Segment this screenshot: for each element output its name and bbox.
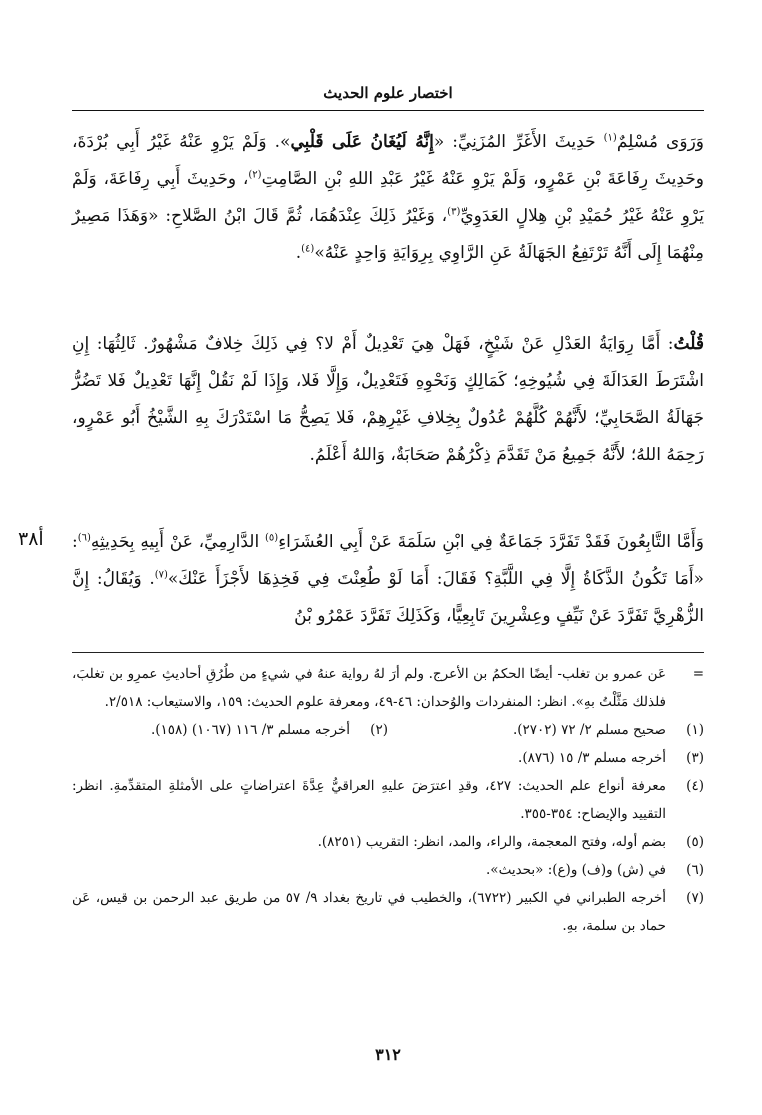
hadith-quote: إِنَّهُ لَيُغَانُ عَلَى قَلْبِي bbox=[290, 132, 434, 152]
footnote-1-num: (١) bbox=[686, 722, 704, 738]
para1-text-d: ، وَغَيْرُ ذَلِكَ عِنْدَهُمَا، ثُمَّ قَالَ ابْنُ الصَّلاحِ: «وَهَذَا مَصِيرٌ مِنْهُمَا إِلَى أَنَّهُ تَرْتَفِعُ الجَهَالَةُ عَنِ الرَّاوِي بِرِوَايَةِ وَاحِدٍ عَنْهُ» bbox=[72, 206, 704, 263]
para2-text: : أَمَّا رِوَايَةُ العَدْلِ عَنْ شَيْخٍ، فَهَلْ هِيَ تَعْدِيلٌ أَمْ لا؟ فِي ذَلِكَ خِلافٌ مَشْهُورٌ. ثَالِثُهَا: إِنِ اشْتَرَطَ العَدَالَةَ فِي شُيُوخِهِ؛ كَمَالِكٍ وَنَحْوِهِ فَتَعْدِيلٌ، وَإِلَّا فَلا، وَإِذَا لَمْ نَقُلْ إِنَّهَا تَعْدِيلٌ فَلا تَضُرُّ جَهَالَةُ الصَّحَابِيِّ؛ لأَنَّهُمْ كُلَّهُمْ عُدُولٌ بِخِلافِ غَيْرِهِمْ، فَلا يَصِحُّ مَا اسْتَدْرَكَ بِهِ الشَّيْخُ أَبُو عَمْرٍو، رَحِمَهُ اللهُ؛ لأَنَّهُ جَمِيعُ مَنْ تَقَدَّمَ ذِكْرُهُمْ صَحَابَةٌ، وَاللهُ أَعْلَمُ. bbox=[72, 334, 704, 465]
footnote-7 bbox=[72, 884, 704, 940]
footnote-ref-2[interactable]: (٢) bbox=[248, 169, 262, 181]
footnote-3-num: (٣) bbox=[686, 750, 704, 766]
footnote-5-text: بضم أوله، وفتح المعجمة، والراء، والمد، انظر: التقريب (٨٢٥١). bbox=[317, 834, 666, 850]
para1-text-e: . bbox=[295, 243, 302, 263]
para3-text-c: : «أَمَا تَكُونُ الذَّكَاةُ إِلَّا فِي اللَّبَّةِ؟ فَقَالَ: أَمَا لَوْ طُعِنْتَ فِي فَخِذِهَا لأَجْزَأَ عَنْكَ» bbox=[72, 532, 704, 589]
footnote-ref-4[interactable]: (٤) bbox=[301, 243, 315, 255]
footnote-4-num: (٤) bbox=[686, 778, 704, 794]
footnote-ref-3[interactable]: (٣) bbox=[447, 206, 461, 218]
footnote-2 bbox=[72, 716, 388, 744]
footnote-5 bbox=[72, 828, 704, 856]
para3-text-a: وَأَمَّا التَّابِعُونَ فَقَدْ تَفَرَّدَ جَمَاعَةٌ فِي ابْنِ سَلَمَةَ عَنْ أَبِي العُشَرَاءِ bbox=[278, 532, 704, 552]
footnote-4-text: معرفة أنواع علم الحديث: ٤٢٧، وقدِ اعترَضَ عليهِ العراقيُّ عِدَّةَ اعتراضاتٍ على الأمثلةِ المتقدِّمةِ. انظر: التقييد والإيضاح: ٣٥٤-٣٥٥. bbox=[72, 778, 666, 822]
para1-text-c: ، وحَدِيثَ أَبِي رِفَاعَةَ، وَلَمْ يَرْوِ عَنْهُ غَيْرُ حُمَيْدِ بْنِ هِلالٍ العَدَوِيِّ bbox=[72, 169, 704, 226]
page-number: ٣١٢ bbox=[375, 1045, 401, 1064]
footnote-ref-1[interactable]: (١) bbox=[603, 132, 617, 144]
footnote-6-text: في (ش) و(ف) و(ع): «بحديث». bbox=[486, 862, 666, 878]
para1-text-b: ». وَلَمْ يَرْوِ عَنْهُ غَيْرُ أَبِي بُرْدَةَ، وحَدِيثَ رِفَاعَةَ بْنِ عَمْرٍو، وَلَمْ يَرْوِ عَنْهُ غَيْرُ عَبْدِ اللهِ بْنِ الصَّامِتِ bbox=[72, 132, 704, 189]
footnote-continuation-mark: = bbox=[692, 666, 704, 682]
paragraph-2 bbox=[72, 326, 704, 474]
para1-intro: وَرَوَى مُسْلِمٌ bbox=[616, 132, 704, 152]
footnote-6-num: (٦) bbox=[686, 862, 704, 878]
manuscript-folio-note: أ٣٨ bbox=[18, 528, 44, 550]
paragraph-1 bbox=[72, 124, 704, 272]
footnote-continuation-text: عَن عمرو بن تغلب- أيضًا الحكمُ بن الأعرج. ولم أرَ لهُ رواية عنهُ في شيءٍ من طُرُقِ أحاديثِ عمرِو بن تغلبَ، فلذلك مَثَّلْتُ بهِ». انظر: المنفردات والوُحدان: ٤٦-٤٩، ومعرفة علوم الحديث: ١٥٩، والاستيعاب: ٢/٥١٨. bbox=[72, 666, 666, 710]
footnote-6 bbox=[72, 856, 704, 884]
footnote-1 bbox=[388, 716, 704, 744]
footnote-continuation bbox=[72, 660, 704, 716]
footnote-2-num: (٢) bbox=[370, 722, 388, 738]
para1-text-a: حَدِيثَ الأَغَرِّ المُزَنِيِّ: « bbox=[433, 132, 604, 152]
paragraph-3 bbox=[72, 524, 704, 635]
footnote-ref-6[interactable]: (٦) bbox=[77, 532, 91, 544]
footnote-row-1-2 bbox=[72, 716, 704, 744]
footnote-7-text: أخرجه الطبراني في الكبير (٦٧٢٢)، والخطيب في تاريخ بغداد ٩/ ٥٧ من طريق عبد الرحمن بن قيس، عَن حماد بن سلمة، بهِ. bbox=[72, 890, 667, 934]
footnote-2-text: أخرجه مسلم ٣/ ١١٦ (١٠٦٧) (١٥٨). bbox=[150, 722, 350, 738]
footnote-ref-7[interactable]: (٧) bbox=[154, 569, 168, 581]
footnote-7-num: (٧) bbox=[686, 890, 704, 906]
para3-text-d: . وَيُقَالُ: إِنَّ الزُّهْرِيَّ تَفَرَّدَ عَنْ نَيِّفٍ وعِشْرِينَ تَابِعِيًّا، وَكَذَلِكَ تَفَرَّدَ عَمْرُو بْنُ bbox=[72, 569, 704, 626]
footnote-3-text: أخرجه مسلم ٣/ ١٥ (٨٧٦). bbox=[518, 750, 666, 766]
footnote-1-text: صحيح مسلم ٢/ ٧٢ (٢٧٠٢). bbox=[512, 722, 666, 738]
footnotes bbox=[72, 660, 704, 940]
footnote-3 bbox=[72, 744, 704, 772]
footnote-4 bbox=[72, 772, 704, 828]
para3-text-b: الدَّارِمِيِّ، عَنْ أَبِيهِ بِحَدِيثِهِ bbox=[90, 532, 265, 552]
footnote-rule bbox=[72, 652, 704, 653]
running-header: اختصار علوم الحديث bbox=[323, 84, 453, 102]
footnote-ref-5[interactable]: (٥) bbox=[265, 532, 279, 544]
header-rule bbox=[72, 110, 704, 111]
footnote-5-num: (٥) bbox=[686, 834, 704, 850]
qultu-label: قُلْتُ bbox=[673, 334, 704, 354]
